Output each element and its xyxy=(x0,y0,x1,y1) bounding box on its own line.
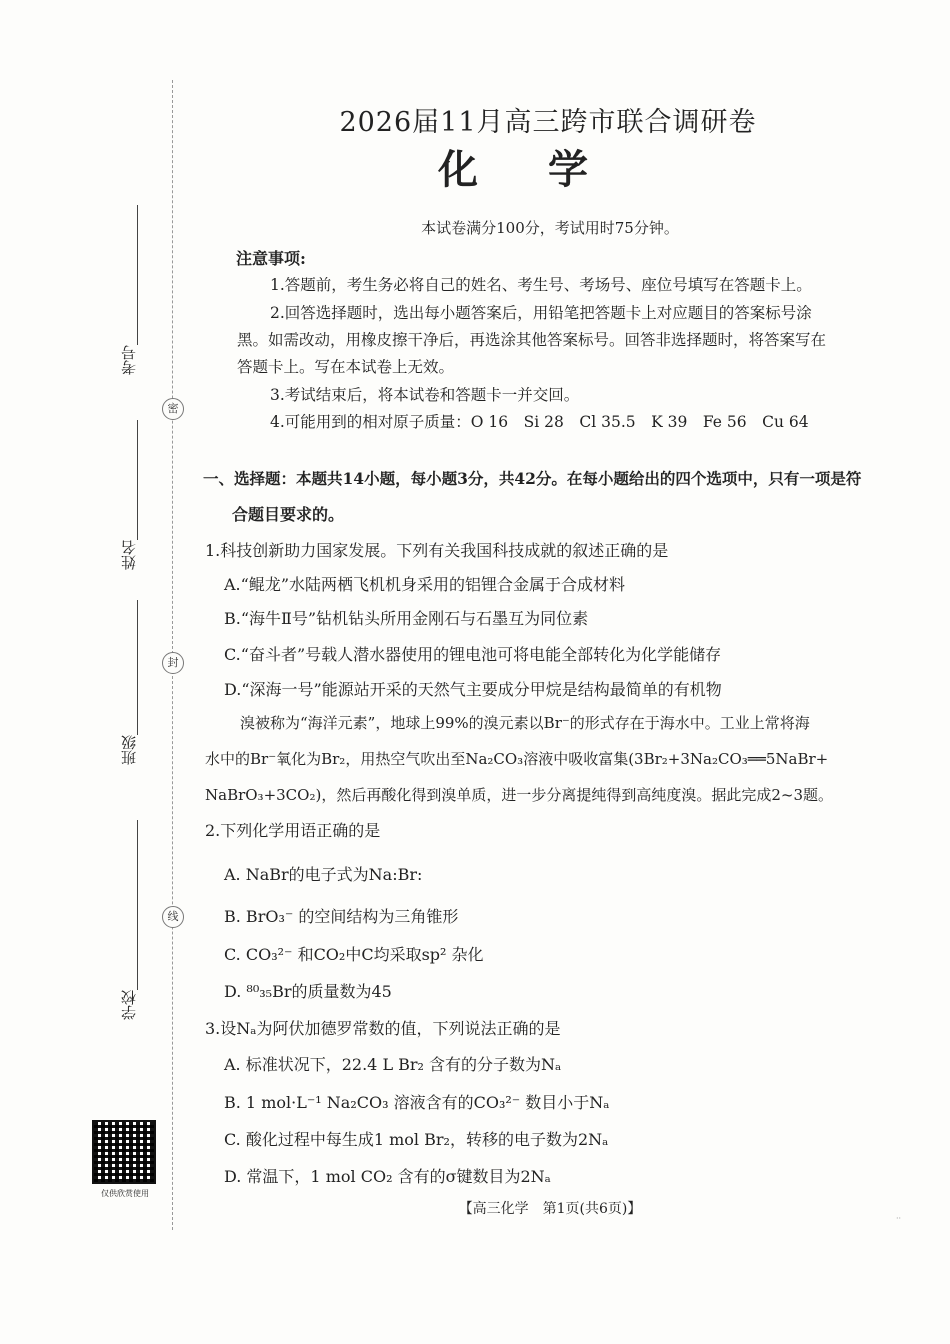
notice-heading: 注意事项: xyxy=(236,249,306,268)
section-heading-cont: 合题目要求的。 xyxy=(232,505,345,524)
notice-item-3: 3.考试结束后，将本试卷和答题卡一并交回。 xyxy=(270,386,580,404)
banji-underline xyxy=(137,600,138,735)
q2-option-d: D. ⁸⁰₃₅Br的质量数为45 xyxy=(224,982,392,1001)
q1-stem: 1.科技创新助力国家发展。下列有关我国科技成就的叙述正确的是 xyxy=(205,541,669,560)
section-heading: 一、选择题：本题共14小题，每小题3分，共42分。在每小题给出的四个选项中，只有一项是符 xyxy=(203,469,862,488)
notice-item-2-cont: 黑。如需改动，用橡皮擦干净后，再选涂其他答案标号。回答非选择题时，将答案写在 xyxy=(237,331,827,349)
notice-item-2-end: 答题卡上。写在本试卷上无效。 xyxy=(237,358,455,376)
seal-feng: 封 xyxy=(162,652,184,674)
q1-option-b: B.“海牛Ⅱ号”钻机钻头所用金刚石与石墨互为同位素 xyxy=(224,609,589,628)
passage-line-2: 水中的Br⁻氧化为Br₂，用热空气吹出至Na₂CO₃溶液中吸收富集(3Br₂+3Na₂CO₃══5NaBr+ xyxy=(205,750,829,768)
notice-item-2: 2.回答选择题时，选出每小题答案后，用铅笔把答题卡上对应题目的答案标号涂 xyxy=(270,304,812,322)
q3-stem: 3.设Nₐ为阿伏加德罗常数的值，下列说法正确的是 xyxy=(205,1019,561,1038)
q2-option-b: B. BrO₃⁻ 的空间结构为三角锥形 xyxy=(224,907,459,926)
qr-caption: 仅供欣赏使用 xyxy=(101,1189,149,1198)
notice-item-1: 1.答题前，考生务必将自己的姓名、考生号、考场号、座位号填写在答题卡上。 xyxy=(270,276,812,294)
q3-option-c: C. 酸化过程中每生成1 mol Br₂，转移的电子数为2Nₐ xyxy=(224,1130,609,1149)
passage-line-1: 溴被称为“海洋元素”，地球上99%的溴元素以Br⁻的形式存在于海水中。工业上常将海 xyxy=(240,714,810,732)
page-footer: 【高三化学 第1页(共6页)】 xyxy=(458,1201,642,1217)
label-xuexiao: 学校 xyxy=(120,990,138,1020)
exam-title: 2026届11月高三跨市联合调研卷 xyxy=(339,107,757,138)
label-xingming: 姓名 xyxy=(120,540,138,570)
label-banji: 班级 xyxy=(120,735,138,765)
q3-option-a: A. 标准状况下，22.4 L Br₂ 含有的分子数为Nₐ xyxy=(224,1055,562,1074)
q1-option-c: C.“奋斗者”号载人潜水器使用的锂电池可将电能全部转化为化学能储存 xyxy=(224,645,722,664)
seal-mi: 密 xyxy=(162,398,184,420)
xuexiao-underline xyxy=(137,820,138,990)
passage-line-3: NaBrO₃+3CO₂)，然后再酸化得到溴单质，进一步分离提纯得到高纯度溴。据此完成2~3题。 xyxy=(205,786,833,804)
q3-option-b: B. 1 mol·L⁻¹ Na₂CO₃ 溶液含有的CO₃²⁻ 数目小于Nₐ xyxy=(224,1093,610,1112)
q1-option-a: A.“鲲龙”水陆两栖飞机机身采用的铝锂合金属于合成材料 xyxy=(224,575,626,594)
qr-code xyxy=(92,1120,156,1184)
label-kaohao: 考号 xyxy=(120,345,138,375)
q2-stem: 2.下列化学用语正确的是 xyxy=(205,821,381,840)
q2-option-c: C. CO₃²⁻ 和CO₂中C均采取sp² 杂化 xyxy=(224,945,484,964)
q2-option-a: A. NaBr的电子式为Na:Br: xyxy=(224,865,423,884)
seal-xian: 线 xyxy=(162,906,184,928)
subject-title: 化学 xyxy=(438,146,658,193)
footer-mark: ·· xyxy=(896,1214,902,1223)
exam-note: 本试卷满分100分，考试用时75分钟。 xyxy=(421,219,679,237)
q1-option-d: D.“深海一号”能源站开采的天然气主要成分甲烷是结构最简单的有机物 xyxy=(224,680,722,699)
xingming-underline xyxy=(137,420,138,540)
notice-item-4: 4.可能用到的相对原子质量：O 16 Si 28 Cl 35.5 K 39 Fe 56 Cu 64 xyxy=(270,413,809,431)
q3-option-d: D. 常温下，1 mol CO₂ 含有的σ键数目为2Nₐ xyxy=(224,1167,551,1186)
